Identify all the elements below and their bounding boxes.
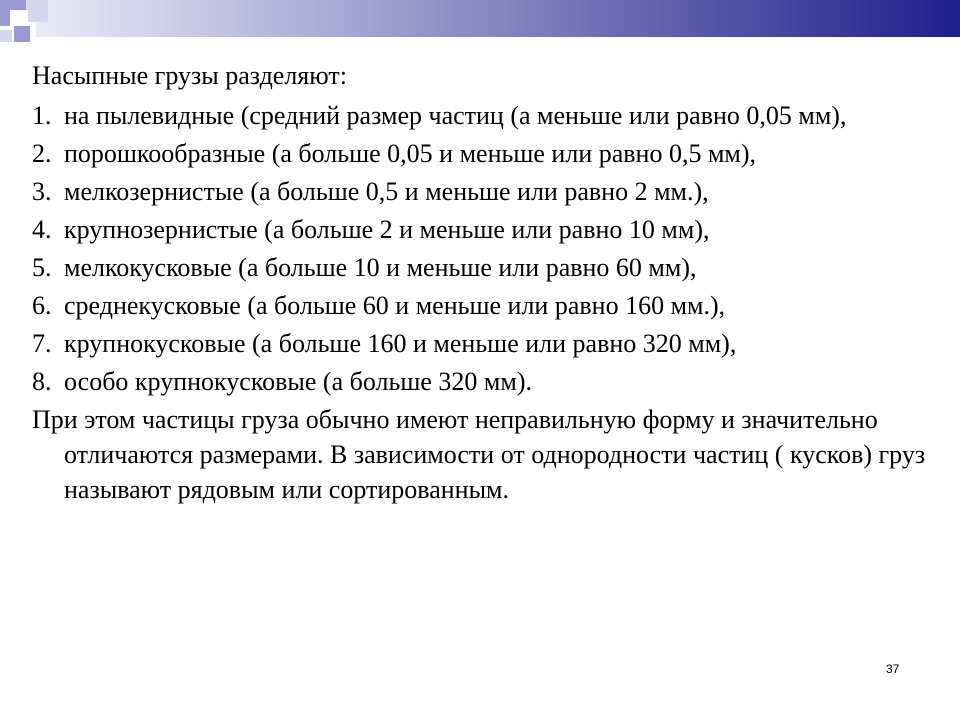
list-item [32, 212, 927, 247]
list-item-number: 7. [32, 329, 52, 358]
slide-body [32, 58, 927, 507]
list-item-text: мелкокусковые (а больше 10 и меньше или равно 60 мм), [64, 253, 697, 282]
header-square-light-small [0, 30, 12, 42]
list-item [32, 326, 927, 361]
intro-text: Насыпные грузы разделяют: [32, 61, 347, 90]
list-item-number: 2. [32, 139, 52, 168]
outro-text: При этом частицы груза обычно имеют неправильную форму и значительно отличаются размерами. В зависимости от однородности частиц ( кусков) груз называют рядовым или сортированным. [32, 405, 926, 504]
list-item-text: среднекусковые (а больше 60 и меньше или равно 160 мм.), [64, 291, 726, 320]
list-item-text: крупнокусковые (а больше 160 и меньше или равно 320 мм), [64, 329, 737, 358]
list-item-number: 8. [32, 367, 52, 396]
list-item-text: крупнозернистые (а больше 2 и меньше или равно 10 мм), [64, 215, 710, 244]
list-item [32, 98, 927, 133]
list-item-text: мелкозернистые (а больше 0,5 и меньше или равно 2 мм.), [64, 177, 709, 206]
list-item [32, 288, 927, 323]
list-item-text: особо крупнокусковые (а больше 320 мм). [64, 367, 532, 396]
list-item-number: 1. [32, 101, 52, 130]
list-item-number: 4. [32, 215, 52, 244]
list-item [32, 250, 927, 285]
header-square-light [26, 0, 48, 22]
list-item [32, 364, 927, 399]
list-item-number: 5. [32, 253, 52, 282]
list-item [32, 136, 927, 171]
header-square-purple-small [14, 26, 30, 42]
list-item-number: 6. [32, 291, 52, 320]
list-item-number: 3. [32, 177, 52, 206]
page-number: 37 [886, 662, 900, 676]
header-gradient-bar [36, 0, 960, 37]
list-item-text: на пылевидные (средний размер частиц (а меньше или равно 0,05 мм), [64, 101, 847, 130]
list-item-text: порошкообразные (а больше 0,05 и меньше или равно 0,5 мм), [64, 139, 757, 168]
list-item [32, 174, 927, 209]
classification-list [32, 98, 927, 399]
